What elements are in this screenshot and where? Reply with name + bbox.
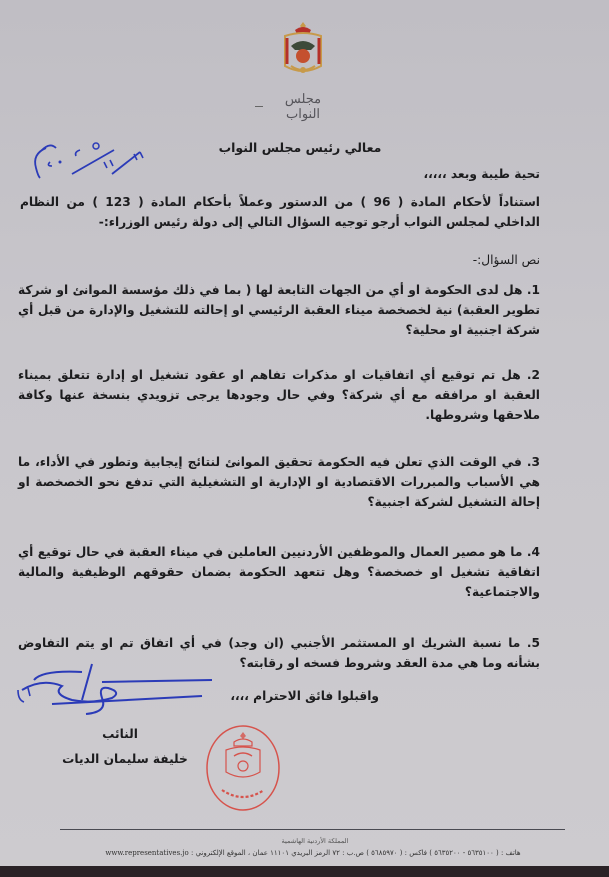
question-heading: نص السؤال:- bbox=[472, 253, 540, 267]
question-3 bbox=[18, 452, 540, 512]
official-stamp-icon bbox=[204, 724, 282, 812]
signatory-name: خليفة سليمان الديات bbox=[62, 752, 188, 766]
footer-contact-text: هاتف : ( ٥٦٣٥١٠٠ - ٥٦٣٥٢٠٠ ) فاكس : ( ٥٦٨٥٩٧٠ ) ص.ب : ٧٢ الرمز البريدي ١١١٠١ عمان ، الموقع الإلكتروني : bbox=[191, 849, 521, 857]
footer-divider bbox=[60, 829, 565, 830]
footer-org-name: المملكة الأردنية الهاشمية bbox=[281, 837, 349, 845]
question-number: 1. bbox=[526, 283, 540, 297]
question-text: ما نسبة الشريك او المستثمر الأجنبي (ان وجد) في أي اتفاق تم او يتم التفاوض بشأنه وما هي مدة العقد وشروط فسخه او رقابته؟ bbox=[18, 636, 540, 670]
handwritten-date bbox=[28, 140, 148, 180]
question-1 bbox=[18, 280, 540, 340]
closing-salutation: واقبلوا فائق الاحترام ،،،، bbox=[230, 689, 379, 703]
question-text: في الوقت الذي تعلن فيه الحكومة تحقيق الموانئ لنتائج إيجابية وتطور في الأداء، ما هي الأسباب والمبررات الاقتصادية او الإدارية او التشغيلية التي تدفع نحو الخصخصة او إحالة التشغيل لشركة اجنبية؟ bbox=[18, 455, 540, 509]
greeting: تحية طيبة وبعد ،،،،، bbox=[423, 167, 540, 181]
footer-contact bbox=[78, 849, 548, 857]
question-number: 5. bbox=[526, 636, 540, 650]
question-2 bbox=[18, 365, 540, 425]
question-number: 4. bbox=[526, 545, 540, 559]
question-4 bbox=[18, 542, 540, 602]
signatory-title: النائب bbox=[102, 727, 138, 741]
letterhead-org-name: مجلس النواب bbox=[284, 92, 322, 122]
question-text: ما هو مصير العمال والموظفين الأردنيين العاملين في ميناء العقبة في حال توقيع أي اتفاقية تشغيل او خصخصة؟ وهل تتعهد الحكومة بضمان حقوقهم الوظيفية والمالية والاجتماعية؟ bbox=[18, 545, 540, 599]
footer-website-link[interactable]: www.representatives.jo bbox=[105, 849, 189, 857]
jordan-coat-of-arms-icon bbox=[277, 20, 329, 80]
question-text: هل لدى الحكومة او أي من الجهات التابعة لها ( بما في ذلك مؤسسة الموانئ او شركة تطوير العقبة) نية لخصخصة ميناء العقبة الرئيسي او إحالته للتشغيل والإدارة من قبل أي شركة اجنبية او محلية؟ bbox=[18, 283, 540, 337]
question-number: 2. bbox=[526, 368, 540, 382]
addressee: معالي رئيس مجلس النواب bbox=[218, 140, 382, 155]
question-text: هل تم توقيع أي اتفاقيات او مذكرات تفاهم او عقود تشغيل او إدارة تتعلق بميناء العقبة او مرافقه مع أي شركة؟ وفي حال وجودها يرجى تزويدي بنسخة عنها وكافة ملاحقها وشروطها. bbox=[18, 368, 540, 422]
preamble: استناداً لأحكام المادة ( 96 ) من الدستور وعملاً بأحكام المادة ( 123 ) من النظام الداخلي لمجلس النواب أرجو توجيه السؤال التالي إلى دولة رئيس الوزراء:- bbox=[20, 195, 540, 229]
photo-bottom-edge bbox=[0, 866, 609, 877]
letterhead-divider bbox=[255, 106, 263, 107]
question-number: 3. bbox=[526, 455, 540, 469]
